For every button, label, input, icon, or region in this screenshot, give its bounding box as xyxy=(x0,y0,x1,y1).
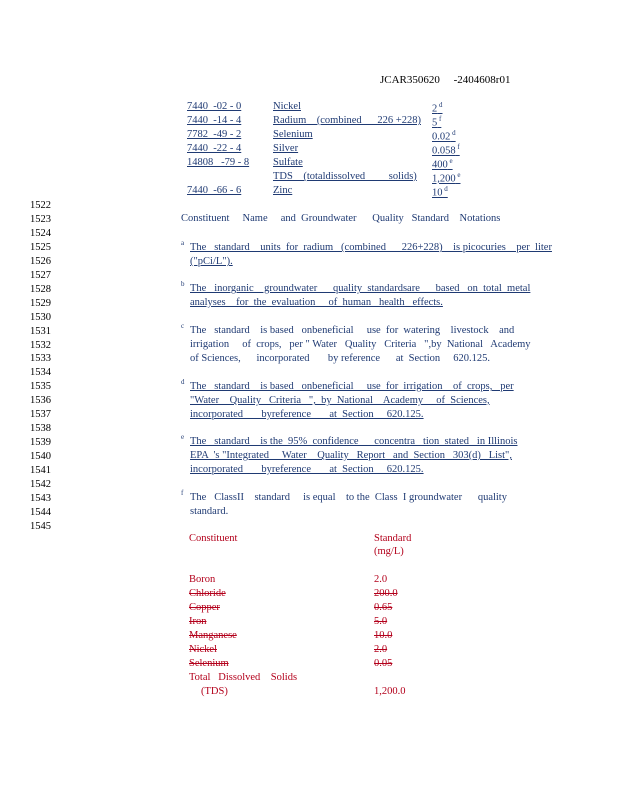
line-number: 1538 xyxy=(30,423,51,435)
notation-letter: c xyxy=(181,322,185,330)
constituent-name: Silver xyxy=(273,143,299,154)
line-number: 1536 xyxy=(30,395,51,407)
notation-letter: b xyxy=(181,280,185,288)
cas-number: 7782 -49 - 2 xyxy=(187,129,242,140)
line-number: 1537 xyxy=(30,409,51,421)
notation-line: The standard is based onbeneficial use for watering livestock and xyxy=(190,325,515,336)
notation-line: EPA 's "Integrated Water Quality Report and Section 303(d) List", xyxy=(190,450,512,461)
line-number: 1541 xyxy=(30,465,51,477)
line-number: 1524 xyxy=(30,227,51,239)
tds-abbrev: (TDS) xyxy=(201,686,228,697)
constituent-name: Manganese xyxy=(189,630,237,641)
line-number: 1534 xyxy=(30,367,51,379)
standard-value: 1,200 $^e$ xyxy=(432,171,461,185)
line-number: 1523 xyxy=(30,213,51,225)
notation-line: "Water Quality Criteria ", by National Academy of Sciences, xyxy=(190,395,490,406)
notation-line: irrigation of crops, per " Water Quality Criteria ",by National Academy xyxy=(190,339,531,350)
line-number: 1522 xyxy=(30,200,51,211)
constituent-name: TDS (totaldissolved solids) xyxy=(273,171,417,182)
constituent-name: Chloride xyxy=(189,588,226,599)
notation-marker: d xyxy=(450,129,456,137)
line-number: 1543 xyxy=(30,492,51,504)
cas-number: 7440 -22 - 4 xyxy=(187,143,242,154)
notation-text xyxy=(190,282,550,310)
column-header-units: (mg/L) xyxy=(374,546,404,557)
standard-value: 0.05 xyxy=(374,658,393,669)
notation-letter: d xyxy=(181,378,185,386)
standard-value: 10 $^d$ xyxy=(432,185,448,199)
line-number: 1545 xyxy=(30,520,51,532)
column-header-standard: Standard xyxy=(374,533,412,544)
notation-marker: d xyxy=(437,101,443,109)
notation-marker: e xyxy=(447,157,453,165)
line-number: 1539 xyxy=(30,437,51,449)
notation-line: ("pCi/L"). xyxy=(190,256,233,267)
notation-line: The standard is the 95% confidence concentra tion stated in Illinois xyxy=(190,436,518,447)
tds-label: Total Dissolved Solids xyxy=(189,672,298,683)
standard-value: 2 $^d$ xyxy=(432,101,443,115)
notation-line: The inorganic groundwater quality standardsare based on total metal xyxy=(190,283,531,294)
standard-value: 0.058 $^f$ xyxy=(432,143,460,157)
constituent-name: Sulfate xyxy=(273,157,303,168)
notation-line: The standard is based onbeneficial use for irrigation of crops, per xyxy=(190,381,514,392)
notations-title: Constituent Name and Groundwater Quality Standard Notations xyxy=(181,213,501,224)
standard-value: 400 $^e$ xyxy=(432,157,453,171)
notation-line: incorporated byreference at Section 620.125. xyxy=(190,464,424,475)
notation-letter: e xyxy=(181,433,185,441)
notation-line: of Sciences, incorporated by reference at Section 620.125. xyxy=(190,353,491,364)
line-number: 1528 xyxy=(30,283,51,295)
standard-value: 0.65 xyxy=(374,602,393,613)
constituent-name: Nickel xyxy=(273,101,301,112)
line-number: 1525 xyxy=(30,241,51,253)
line-number: 1542 xyxy=(30,479,51,490)
notation-text xyxy=(190,241,550,269)
cas-number: 7440 -66 - 6 xyxy=(187,185,242,196)
constituent-name: Selenium xyxy=(273,129,313,140)
notation-marker: f xyxy=(455,143,460,151)
notation-line: The ClassII standard is equal to the Class I groundwater quality xyxy=(190,492,507,503)
line-number: 1532 xyxy=(30,339,51,351)
document-id: JCAR350620 -2404608r01 xyxy=(380,74,511,86)
line-number: 1526 xyxy=(30,255,51,267)
constituent-name: Radium (combined 226 +228) xyxy=(273,115,421,126)
standard-value: 200.0 xyxy=(374,588,398,599)
standard-value: 5 $^f$ xyxy=(432,115,442,129)
line-number: 1529 xyxy=(30,297,51,309)
line-number: 1535 xyxy=(30,381,51,393)
notation-marker: e xyxy=(455,171,461,179)
standard-value: 5.0 xyxy=(374,616,388,627)
line-number: 1530 xyxy=(30,311,51,323)
tds-value: 1,200.0 xyxy=(374,686,406,697)
line-number: 1533 xyxy=(30,353,51,365)
constituent-name: Copper xyxy=(189,602,220,613)
line-number: 1531 xyxy=(30,325,51,337)
line-number: 1544 xyxy=(30,506,51,518)
notation-text xyxy=(190,380,550,422)
line-number: 1527 xyxy=(30,269,51,281)
constituent-name: Zinc xyxy=(273,185,293,196)
notation-line: analyses for the evaluation of human health effects. xyxy=(190,297,443,308)
column-header-constituent: Constituent xyxy=(189,533,238,544)
constituent-name: Nickel xyxy=(189,644,217,655)
standard-value: 10.0 xyxy=(374,630,393,641)
constituent-name: Selenium xyxy=(189,658,229,669)
notation-text xyxy=(190,491,550,519)
notation-text xyxy=(190,324,550,366)
standard-value: 2.0 xyxy=(374,644,388,655)
notation-letter: a xyxy=(181,239,185,247)
cas-number: 7440 -02 - 0 xyxy=(187,101,242,112)
line-number: 1540 xyxy=(30,451,51,463)
notation-text xyxy=(190,435,550,477)
constituent-name: Iron xyxy=(189,616,207,627)
notation-marker: f xyxy=(437,115,442,123)
notation-line: The standard units for radium (combined 226+228) is picocuries per liter xyxy=(190,242,552,253)
notation-marker: d xyxy=(442,185,448,193)
notation-line: incorporated byreference at Section 620.125. xyxy=(190,409,424,420)
standard-value: 2.0 xyxy=(374,574,388,585)
constituent-name: Boron xyxy=(189,574,216,585)
standard-value: 0.02 $^d$ xyxy=(432,129,456,143)
notation-line: standard. xyxy=(190,506,229,517)
cas-number: 14808 -79 - 8 xyxy=(187,157,250,168)
notation-letter: f xyxy=(181,489,184,497)
cas-number: 7440 -14 - 4 xyxy=(187,115,242,126)
